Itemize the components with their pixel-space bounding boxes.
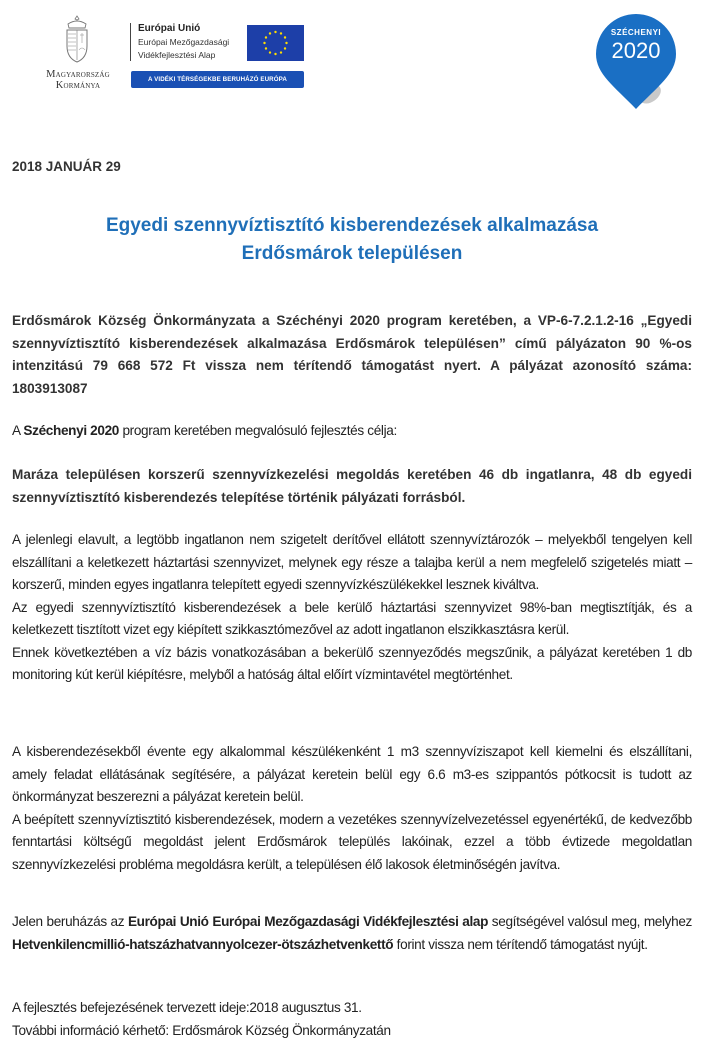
completion-date: A fejlesztés befejezésének tervezett ideje:2018 augusztus 31. [12, 1000, 362, 1015]
eu-star-icon [284, 36, 286, 38]
szechenyi-year: 2020 [611, 38, 661, 63]
eu-star-icon [280, 32, 282, 34]
eu-star-icon [269, 32, 271, 34]
funding-amount-words: Hetvenkilencmillió-hatszázhatvannyolcezer-ötszázhetvenkettő [12, 936, 394, 952]
eu-star-icon [265, 47, 267, 49]
eu-star-icon [269, 51, 271, 53]
description-paragraph: A jelenlegi elavult, a legtöbb ingatlanon nem szigetelt derítővel ellátott szennyvíztározók – melyekből tengelyen kell elszállítani a keletkezett háztartási szennyvizet, melynek egy része a talajba kerül a nem megfelelő szigetelés miatt – korszerű, minden egyes ingatlanra telepített egyedi szennyvízkészülékekkel lesznek kiváltva. [12, 532, 692, 592]
hungarian-government-logo [28, 14, 128, 94]
description-section-2 [12, 741, 692, 876]
eu-subtitle-2: Vidékfejlesztési Alap [138, 50, 216, 60]
goal-lead-prefix: A [12, 423, 24, 438]
eu-subtitle-1: Európai Mezőgazdasági [138, 37, 230, 47]
hungarian-crest-icon [62, 14, 92, 64]
description-section-1 [12, 529, 692, 687]
contact-info: További információ kérhető: Erdősmárok Község Önkormányzatán [12, 1022, 391, 1038]
government-name [28, 69, 128, 91]
eu-star-icon [265, 36, 267, 38]
eu-star-icon [280, 51, 282, 53]
szechenyi-label: SZÉCHENYI [610, 28, 662, 37]
goal-text: Maráza településen korszerű szennyvízkezelési megoldás keretében 46 db ingatlanra, 48 db egyedi szennyvíztisztító kisberendezés telepítése történik pályázati forrásból. [12, 467, 692, 505]
intro-text: Erdősmárok Község Önkormányzata a Széchényi 2020 program keretében, a VP-6-7.2.1.2-16 „Egyedi szennyvíztisztító kisberendezések alkalmazása Erdősmárok településen” című pályázaton 90 %-os intenzitású 79 668 572 Ft vissza nem térítendő támogatást nyert. A pályázat azonosító száma: 1803913087 [12, 313, 692, 396]
article-title: Egyedi szennyvíztisztító kisberendezések alkalmazása Erdősmárok településen [105, 215, 599, 264]
funding-source: Európai Unió Európai Mezőgazdasági Vidékfejlesztési alap [127, 914, 489, 929]
eu-title: Európai Unió [138, 23, 201, 34]
eu-star-icon [284, 47, 286, 49]
description-paragraph: A beépített szennyvíztisztitó kisberendezések, modern a vezetékes szennyvízelvezetéssel egyenértékű, de kedvezőbb fenntartási költségű megoldást jelent Erdősmárok település lakóinak, ezzel a több évtizede megoldatlan szennyvízkezelési probléma megoldásra került, a településen élő lakosok életminőségén javítva. [12, 811, 692, 872]
funding-text-2: segítségével valósul meg, melyhez [488, 914, 692, 929]
footer-info [12, 997, 692, 1042]
eu-star-icon [285, 42, 287, 44]
gov-name-line1: Magyarország [46, 69, 110, 80]
article-date: 2018 JANUÁR 29 [12, 159, 121, 174]
header [0, 0, 704, 115]
eu-logo-divider [130, 23, 131, 61]
eu-star-icon [274, 31, 276, 33]
eu-fund-logo [130, 20, 310, 95]
funding-text-1: Jelen beruházás az [12, 914, 128, 929]
goal-lead-suffix: program keretében megvalósuló fejlesztés célja: [119, 423, 397, 438]
funding-paragraph [12, 911, 692, 956]
goal-paragraph [12, 464, 692, 509]
szechenyi-2020-logo [588, 12, 688, 112]
eu-star-icon [274, 53, 276, 55]
goal-lead-paragraph [12, 420, 692, 443]
eu-slogan-banner: A VIDÉKI TÉRSÉGEKBE BERUHÁZÓ EURÓPA [131, 71, 304, 88]
description-paragraph: A kisberendezésekből évente egy alkalommal készülékenként 1 m3 szennyvíziszapot kell kiemelni és elszállítani, amely feladat ellátásának segítésére, a pályázat keretein belül egy 6.6 m3-es szippantós pótkocsit is tudott az önkormányzat beszerezni a pályázat keretein belül. [12, 744, 692, 804]
description-paragraph: Ennek következtében a víz bázis vonatkozásában a bekerülő szennyeződés megszűnik, a pályázat keretében 1 db monitoring kút kerül kiépítésre, melyből a hatóság által előírt vízmintavétel megtörténhet. [12, 644, 692, 682]
funding-text-3: forint vissza nem térítendő támogatást nyújt. [393, 936, 648, 952]
gov-name-line2: Kormánya [55, 80, 101, 91]
eu-star-icon [263, 42, 265, 44]
description-paragraph: Az egyedi szennyvíztisztító kisberendezések a bele kerülő háztartási szennyvizet 98%-ban megtisztítják, és a keletkezett tisztított vizet egy kiépített szikkasztómezővel az adott ingatlanon elszikkasztásra kerül. [12, 599, 692, 637]
goal-lead-program: Széchenyi 2020 [23, 423, 120, 438]
intro-paragraph [12, 310, 692, 400]
eu-flag-icon [247, 25, 304, 61]
